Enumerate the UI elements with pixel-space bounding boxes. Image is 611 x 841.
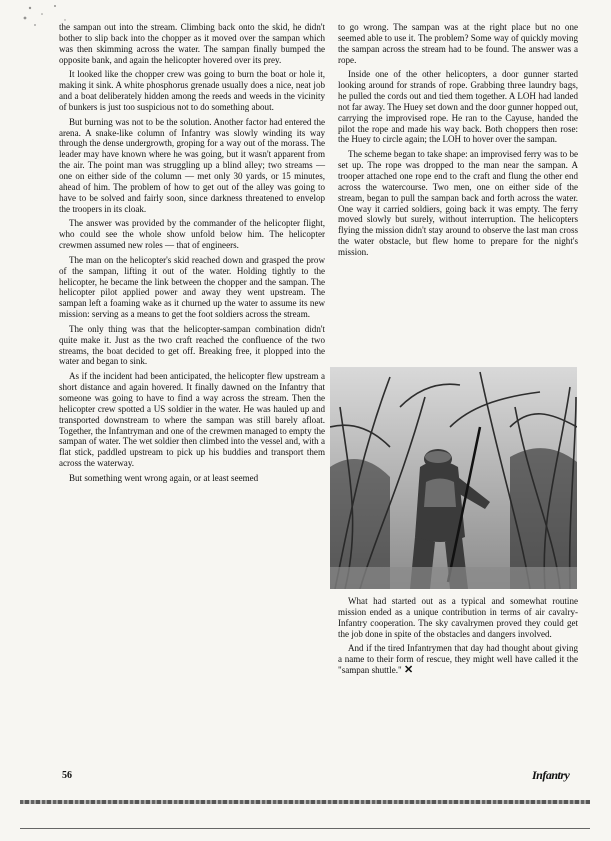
left-column-paragraph — [59, 371, 325, 469]
left-column-paragraph — [59, 69, 325, 112]
magazine-name: Infantry — [532, 768, 570, 782]
paragraph-text: The scheme began to take shape: an improvised ferry was to be set up. The rope was dropped to the man near the sampan. A trooper attached one rope end to the craft and flung the other end across the watercourse. Two men, one on either side of the stream, began to pull the sampan back and forth across the water. One way it carried soldiers, going back it was empty. The ferry moved slowly but surely, without interruption. The helicopters flying the mission didn't stay around to observe the last man cross the water obstacle, but flew home to prepare for the night's mission. — [338, 149, 578, 257]
closing-paragraph — [338, 643, 578, 676]
closing-paragraph — [338, 596, 578, 639]
left-column-paragraph — [59, 22, 325, 65]
closing-paragraphs — [338, 596, 578, 680]
page-number: 56 — [62, 770, 72, 781]
paragraph-text: What had started out as a typical and somewhat routine mission ended as a unique contribution in terms of air cavalry-Infantry cooperation. The sky cavalrymen proved they could get the job done in spite of the obstacles and dangers involved. — [338, 596, 578, 639]
paragraph-text: As if the incident had been anticipated, the helicopter flew upstream a short distance and again hovered. It finally dawned on the Infantry that someone was going to have to find a way across the stream. Then the helicopter crew spotted a US soldier in the water. He was hauled up and transported downstream to where the sampan was still barely afloat. Together, the Infantryman and one of the crewmen managed to empty the sampan of water. The wet soldier then climbed into the vessel and, with a flat stick, paddled upstream to pick up his buddies and transport them across the waterway. — [59, 371, 325, 469]
right-column-paragraph — [338, 69, 578, 145]
paragraph-text: The only thing was that the helicopter-sampan combination didn't quite make it. Just as the two craft reached the confluence of the two streams, the boat decided to get off. Breaking free, it plopped into the water and began to sink. — [59, 323, 325, 367]
left-column-paragraph — [59, 324, 325, 367]
paragraph-text: to go wrong. The sampan was at the right place but no one seemed able to use it. The problem? Some way of quickly moving the sampan across the stream had to be found. The answer was a rope. — [338, 22, 578, 65]
scan-edge-noise — [20, 800, 590, 804]
left-column-paragraph — [59, 473, 325, 484]
left-column-paragraph — [59, 218, 325, 251]
right-text-column — [338, 22, 578, 262]
right-column-paragraph — [338, 22, 578, 65]
left-column-paragraph — [59, 255, 325, 320]
paragraph-text: But something went wrong again, or at least seemed — [69, 472, 259, 483]
paragraph-text: And if the tired Infantrymen that day had thought about giving a name to their form of rescue, they might well have called it the "sampan shuttle." — [338, 643, 578, 676]
paragraph-text: the sampan out into the stream. Climbing back onto the skid, he didn't bother to slip back into the chopper as it moved over the sampan which was then skimming across the water. The sampan finally bumped the opposite bank, and again the helicopter hovered over its prey. — [59, 22, 325, 65]
end-mark-icon: ✕ — [403, 664, 414, 677]
soldiers-in-reeds-photo — [330, 367, 577, 589]
paragraph-text: The answer was provided by the commander of the helicopter flight, who could see the whole show unfold below him. The helicopter crewmen assumed new roles — that of engineers. — [59, 218, 325, 251]
left-column-paragraph — [59, 117, 325, 215]
paragraph-text: But burning was not to be the solution. Another factor had entered the arena. A snake-like column of Infantry was slowly winding its way through the dense undergrowth, groping for a way out of the morass. The leader may have known where he was going, but it wasn't apparent from the air. The point man was struggling up a blind alley; two streams — one on either side of the column — met only 30 yards, or 15 minutes, ahead of him. The problem of how to get out of the alley was going to have to be solved and fairly soon, since darkness threatened to envelop the troopers in its cloak. — [59, 116, 325, 214]
right-column-paragraph — [338, 149, 578, 257]
page-edge-line — [20, 828, 590, 829]
paragraph-text: The man on the helicopter's skid reached down and grasped the prow of the sampan, lifting it out of the water. Holding tightly to the helicopter, he became the link between the chopper and the sampan. The helicopter pilot applied power and away they went upstream. The sampan left a foaming wake as it churned up the water to assume its new mission: serving as a means to get the foot soldiers across the stream. — [59, 254, 325, 320]
paragraph-text: It looked like the chopper crew was going to burn the boat or hole it, making it sink. A white phosphorus grenade usually does a nice, neat job and a boat deliberately hidden among the reeds and weeds in the vicinity of bunkers is just too suspicious not to do something about. — [59, 69, 325, 112]
paragraph-text: Inside one of the other helicopters, a door gunner started looking around for strands of rope. Grabbing three laundry bags, he pulled the cords out and tied them together. A LOH had landed not far away. The Huey set down and the door gunner hopped out, carrying the improvised rope. He ran to the Cayuse, handed the pilot the rope and made his way back. Both choppers then rose: the Huey to circle again; the LOH to hover over the sampan. — [338, 69, 578, 145]
left-text-column — [59, 22, 325, 488]
